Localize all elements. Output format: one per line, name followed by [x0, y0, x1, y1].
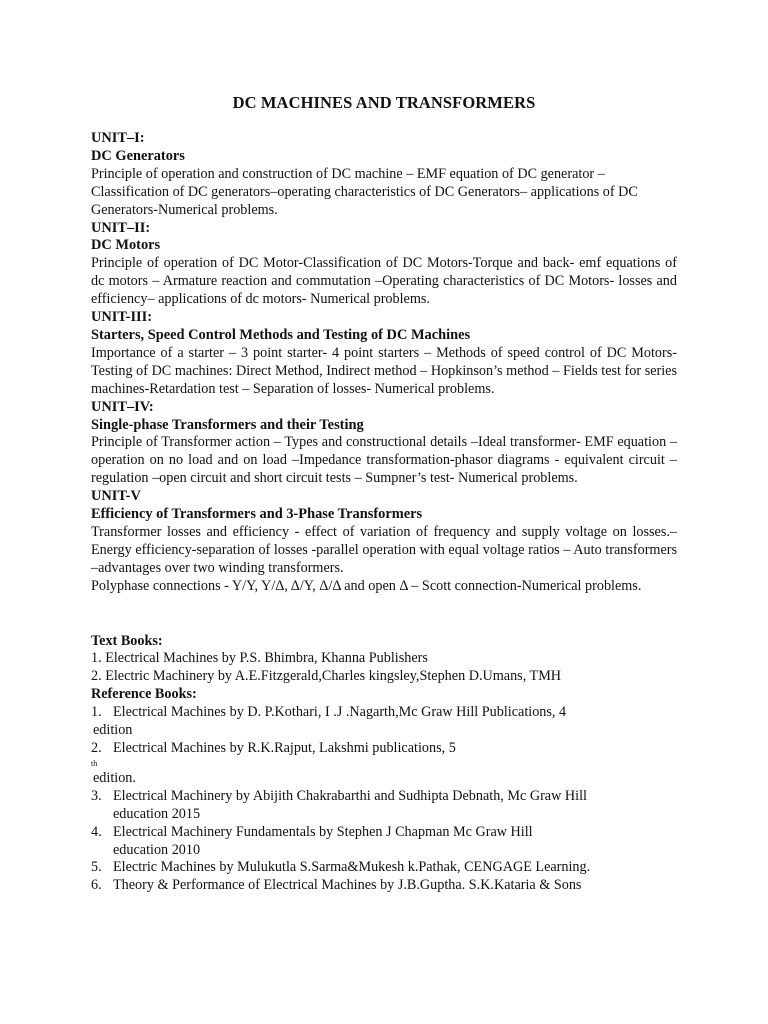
unit-5-label: UNIT-V [91, 488, 141, 505]
unit-2-label: UNIT–II: [91, 219, 151, 236]
section-spacer [91, 596, 677, 633]
unit-2-topic: DC Motors [91, 237, 161, 254]
unit-3-topic: Starters, Speed Control Methods and Testing of DC Machines [91, 326, 471, 343]
reference-book-item-5 [91, 859, 677, 877]
reference-superscript: th [91, 758, 98, 768]
unit-3-paragraph: Importance of a starter – 3 point starter- 4 point starters – Methods of speed control of DC Motors-Testing of DC machines: Direct Method, Indirect method – Hopkinson’s method – Fields test for series machines-Retardation test – Separation of losses- Numerical problems. [91, 344, 677, 397]
reference-number: 6. [91, 877, 102, 894]
text-book-item-2: 2. Electric Machinery by A.E.Fitzgerald,Charles kingsley,Stephen D.Umans, TMH [91, 668, 562, 685]
reference-text: Electrical Machinery Fundamentals by Stephen J Chapman Mc Graw Hill [113, 823, 533, 840]
reference-book-item-6 [91, 877, 677, 895]
text-book-item-1: 1. Electrical Machines by P.S. Bhimbra, Khanna Publishers [91, 650, 428, 667]
unit-5-paragraph-2: Polyphase connections - Y/Y, Y/Δ, Δ/Y, Δ/Δ and open Δ – Scott connection-Numerical problems. [91, 577, 642, 594]
reference-text: Electrical Machines by D. P.Kothari, I .J .Nagarth,Mc Graw Hill Publications, 4 [113, 704, 567, 721]
unit-5-topic: Efficiency of Transformers and 3-Phase Transformers [91, 506, 423, 523]
reference-number: 5. [91, 859, 102, 876]
unit-2-paragraph: Principle of operation of DC Motor-Classification of DC Motors-Torque and back- emf equations of dc motors – Armature reaction and commutation –Operating characteristics of DC Motors- losses and efficiency– applications of dc motors- Numerical problems. [91, 255, 677, 308]
text-books-heading: Text Books: [91, 632, 163, 649]
reference-text: Electric Machines by Mulukutla S.Sarma&Mukesh k.Pathak, CENGAGE Learning. [113, 859, 591, 876]
reference-books-heading: Reference Books: [91, 686, 197, 703]
unit-1-paragraph: Principle of operation and construction of DC machine – EMF equation of DC generator – Classification of DC generators–operating characteristics of DC Generators– applications of DC Generators-Numerical problems. [91, 165, 638, 218]
reference-book-item-3 [91, 788, 677, 824]
reference-text: Electrical Machinery by Abijith Chakrabarthi and Sudhipta Debnath, Mc Graw Hill [113, 787, 587, 804]
unit-1-topic: DC Generators [91, 147, 185, 164]
page-title: DC MACHINES AND TRANSFORMERS [232, 93, 536, 112]
reference-continuation: edition. [93, 769, 136, 786]
unit-3-label: UNIT-III: [91, 309, 153, 326]
reference-text: Electrical Machines by R.K.Rajput, Lakshmi publications, 5 [113, 740, 456, 756]
reference-number: 2. [91, 740, 102, 756]
reference-number: 3. [91, 787, 102, 804]
reference-book-item-4 [91, 824, 677, 860]
reference-continuation: edition [93, 722, 133, 739]
unit-4-topic: Single-phase Transformers and their Testing [91, 416, 364, 433]
reference-book-item-2 [91, 740, 677, 788]
reference-number: 4. [91, 823, 102, 840]
reference-text: Theory & Performance of Electrical Machines by J.B.Guptha. S.K.Kataria & Sons [113, 877, 582, 894]
reference-continuation: education 2015 [113, 805, 201, 822]
reference-book-item-1 [91, 704, 677, 740]
unit-5-paragraph-1: Transformer losses and efficiency - effect of variation of frequency and supply voltage on losses.– Energy efficiency-separation of losses -parallel operation with equal voltage ratios – Auto transformers –advantages over two winding transformers. [91, 523, 677, 576]
syllabus-content [91, 130, 677, 895]
unit-4-label: UNIT–IV: [91, 398, 154, 415]
unit-1-label: UNIT–I: [91, 130, 145, 146]
unit-4-paragraph: Principle of Transformer action – Types and constructional details –Ideal transformer- EMF equation – operation on no load and on load –Impedance transformation-phasor diagrams - equivalent circuit – regulation –open circuit and short circuit tests – Sumpner’s test- Numerical problems. [91, 434, 677, 487]
reference-number: 1. [91, 704, 102, 721]
reference-continuation: education 2010 [113, 841, 201, 858]
